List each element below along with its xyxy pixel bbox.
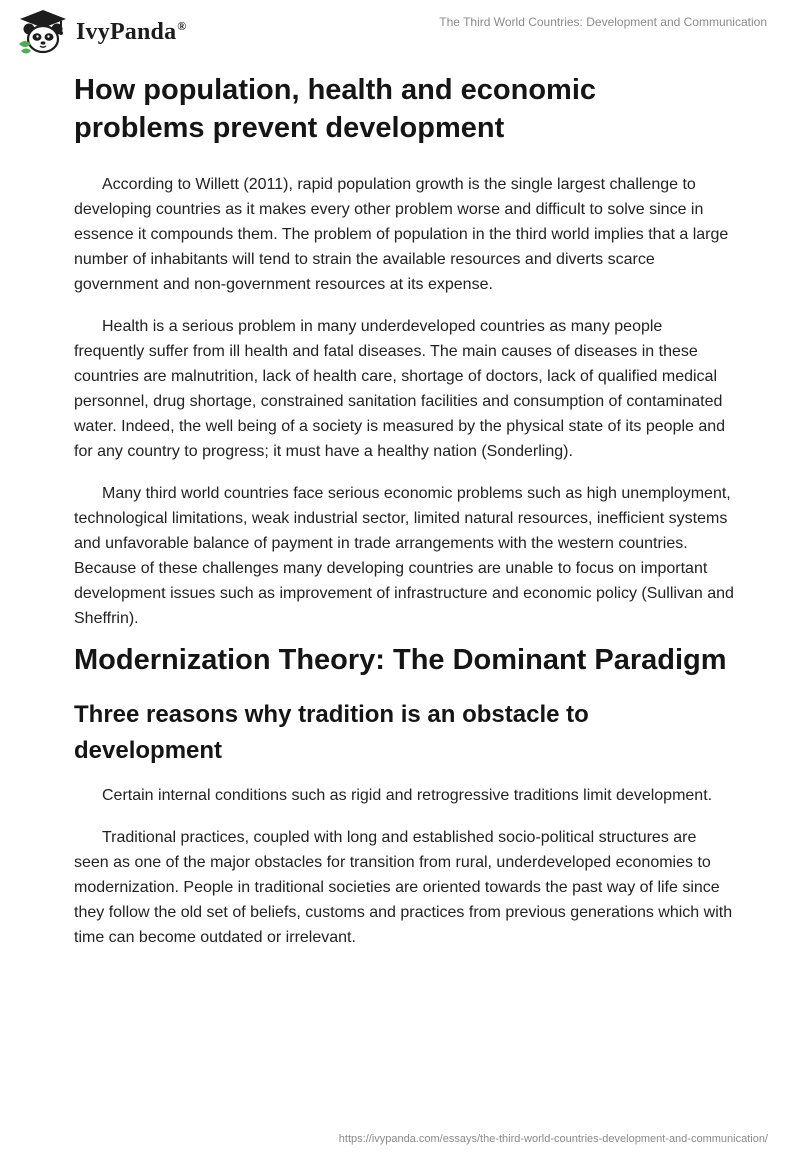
paragraph-traditional-practices: Traditional practices, coupled with long and established socio-political structures are seen as one of the major obstacles for transition from rural, underdeveloped economies to modernization. People in traditional societies are oriented towards the past way of life since they follow the old set of beliefs, customs and practices from previous generations which with time can become outdated or irrelevant.: [74, 829, 733, 946]
paragraph-internal-conditions: Certain internal conditions such as rigid and retrogressive traditions limit development.: [102, 787, 713, 804]
paragraph-health: Health is a serious problem in many underdeveloped countries as many people frequently suffer from ill health and fatal diseases. The main causes of diseases in these countries are malnutrition, lack of health care, shortage of doctors, lack of qualified medical personnel, drug shortage, constrained sanitation facilities and consumption of contaminated water. Indeed, the well being of a society is measured by the physical state of its people and for any country to progress; it must have a healthy nation (Sonderling).: [74, 318, 726, 460]
page-header: [0, 0, 800, 70]
essay-body: [74, 71, 734, 950]
subheading-tradition: Three reasons why tradition is an obstacle to development: [74, 701, 589, 764]
section-heading-population: How population, health and economic problems prevent development: [74, 74, 597, 144]
source-url[interactable]: https://ivypanda.com/essays/the-third-world-countries-development-and-communication/: [338, 1133, 768, 1145]
brand-name: IvyPanda®: [76, 18, 187, 45]
paragraph-population: According to Willett (2011), rapid population growth is the single largest challenge to developing countries as it makes every other problem worse and difficult to solve since in essence it compounds them. The problem of population in the third world implies that a large number of inhabitants will tend to strain the available resources and diverts scarce government and non-government resources at its expense.: [74, 176, 729, 293]
ivypanda-logo[interactable]: [16, 8, 186, 56]
document-title: The Third World Countries: Development and Communication: [439, 15, 767, 29]
paragraph-economic: Many third world countries face serious economic problems such as high unemployment, technological limitations, weak industrial sector, limited natural resources, inefficient systems and unfavorable balance of payment in trade arrangements with the western countries. Because of these challenges many developing countries are unable to focus on important development issues such as improvement of infrastructure and economic policy (Sullivan and Sheffrin).: [74, 485, 734, 627]
registered-mark: ®: [177, 18, 187, 33]
panda-graduate-icon: [16, 8, 70, 56]
section-heading-modernization: Modernization Theory: The Dominant Paradigm: [74, 644, 727, 676]
